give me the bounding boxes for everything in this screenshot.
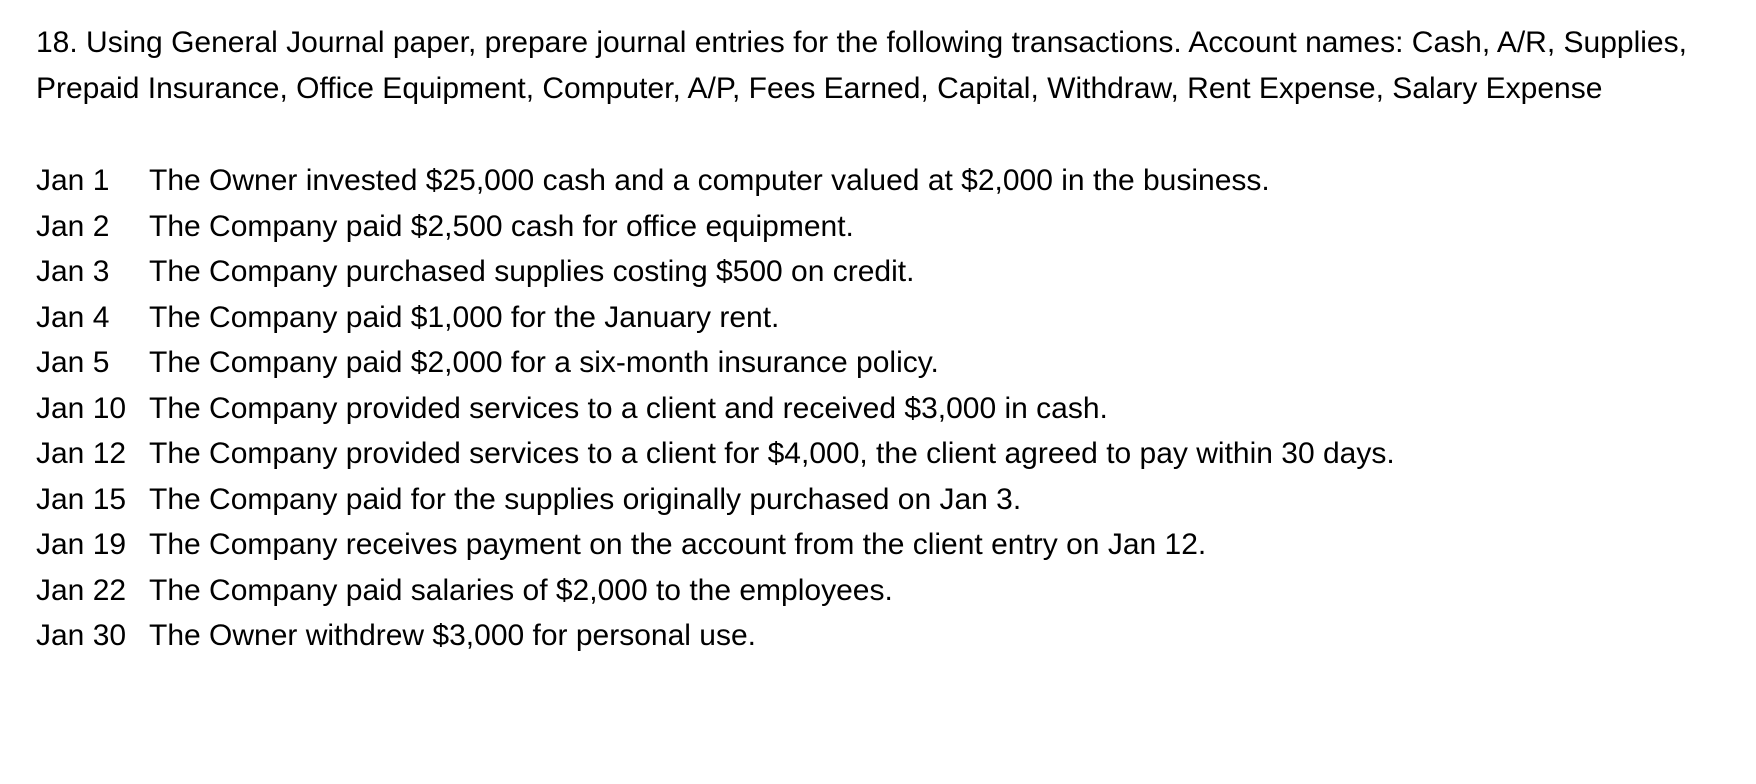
transaction-date: Jan 22 — [36, 573, 127, 607]
transaction-date: Jan 10 — [36, 391, 127, 425]
transaction-list — [36, 158, 1720, 659]
transaction-description: The Company paid $2,500 cash for office equipment. — [149, 209, 854, 243]
transaction-description: The Company receives payment on the account from the client entry on Jan 12. — [149, 528, 1207, 561]
transaction-date: Jan 15 — [36, 482, 127, 516]
transaction-description: The Company provided services to a client for $4,000, the client agreed to pay within 30 days. — [149, 437, 1395, 470]
transaction-row — [36, 295, 1720, 341]
transaction-date: Jan 3 — [36, 255, 110, 288]
transaction-row — [36, 249, 1720, 295]
transaction-description: The Owner withdrew $3,000 for personal use. — [149, 619, 756, 652]
transaction-description: The Owner invested $25,000 cash and a computer valued at $2,000 in the business. — [149, 164, 1270, 197]
question-prompt: 18. Using General Journal paper, prepare journal entries for the following transactions. Account names: Cash, A/R, Supplies, Prepaid Insurance, Office Equipment, Computer, A/P, Fees Earned, Capital, Withdraw, Rent Expense, Salary Expense — [36, 26, 1687, 105]
transaction-description: The Company paid $2,000 for a six-month insurance policy. — [149, 346, 939, 379]
transaction-date: Jan 19 — [36, 528, 127, 561]
transaction-row — [36, 386, 1720, 432]
transaction-row — [36, 431, 1720, 477]
transaction-description: The Company paid salaries of $2,000 to the employees. — [149, 573, 893, 607]
transaction-description: The Company paid $1,000 for the January rent. — [149, 300, 780, 334]
transaction-description: The Company provided services to a client and received $3,000 in cash. — [149, 391, 1108, 425]
transaction-row — [36, 568, 1720, 614]
transaction-row — [36, 477, 1720, 523]
transaction-date: Jan 12 — [36, 437, 127, 470]
transaction-row — [36, 204, 1720, 250]
transaction-date: Jan 2 — [36, 209, 110, 243]
transaction-date: Jan 30 — [36, 619, 127, 652]
transaction-row — [36, 613, 1720, 659]
transaction-date: Jan 4 — [36, 300, 110, 334]
transaction-description: The Company paid for the supplies originally purchased on Jan 3. — [149, 482, 1022, 516]
transaction-row — [36, 340, 1720, 386]
transaction-date: Jan 5 — [36, 346, 110, 379]
transaction-row — [36, 522, 1720, 568]
transaction-date: Jan 1 — [36, 164, 110, 197]
transaction-row — [36, 158, 1720, 204]
transaction-description: The Company purchased supplies costing $500 on credit. — [149, 255, 915, 288]
